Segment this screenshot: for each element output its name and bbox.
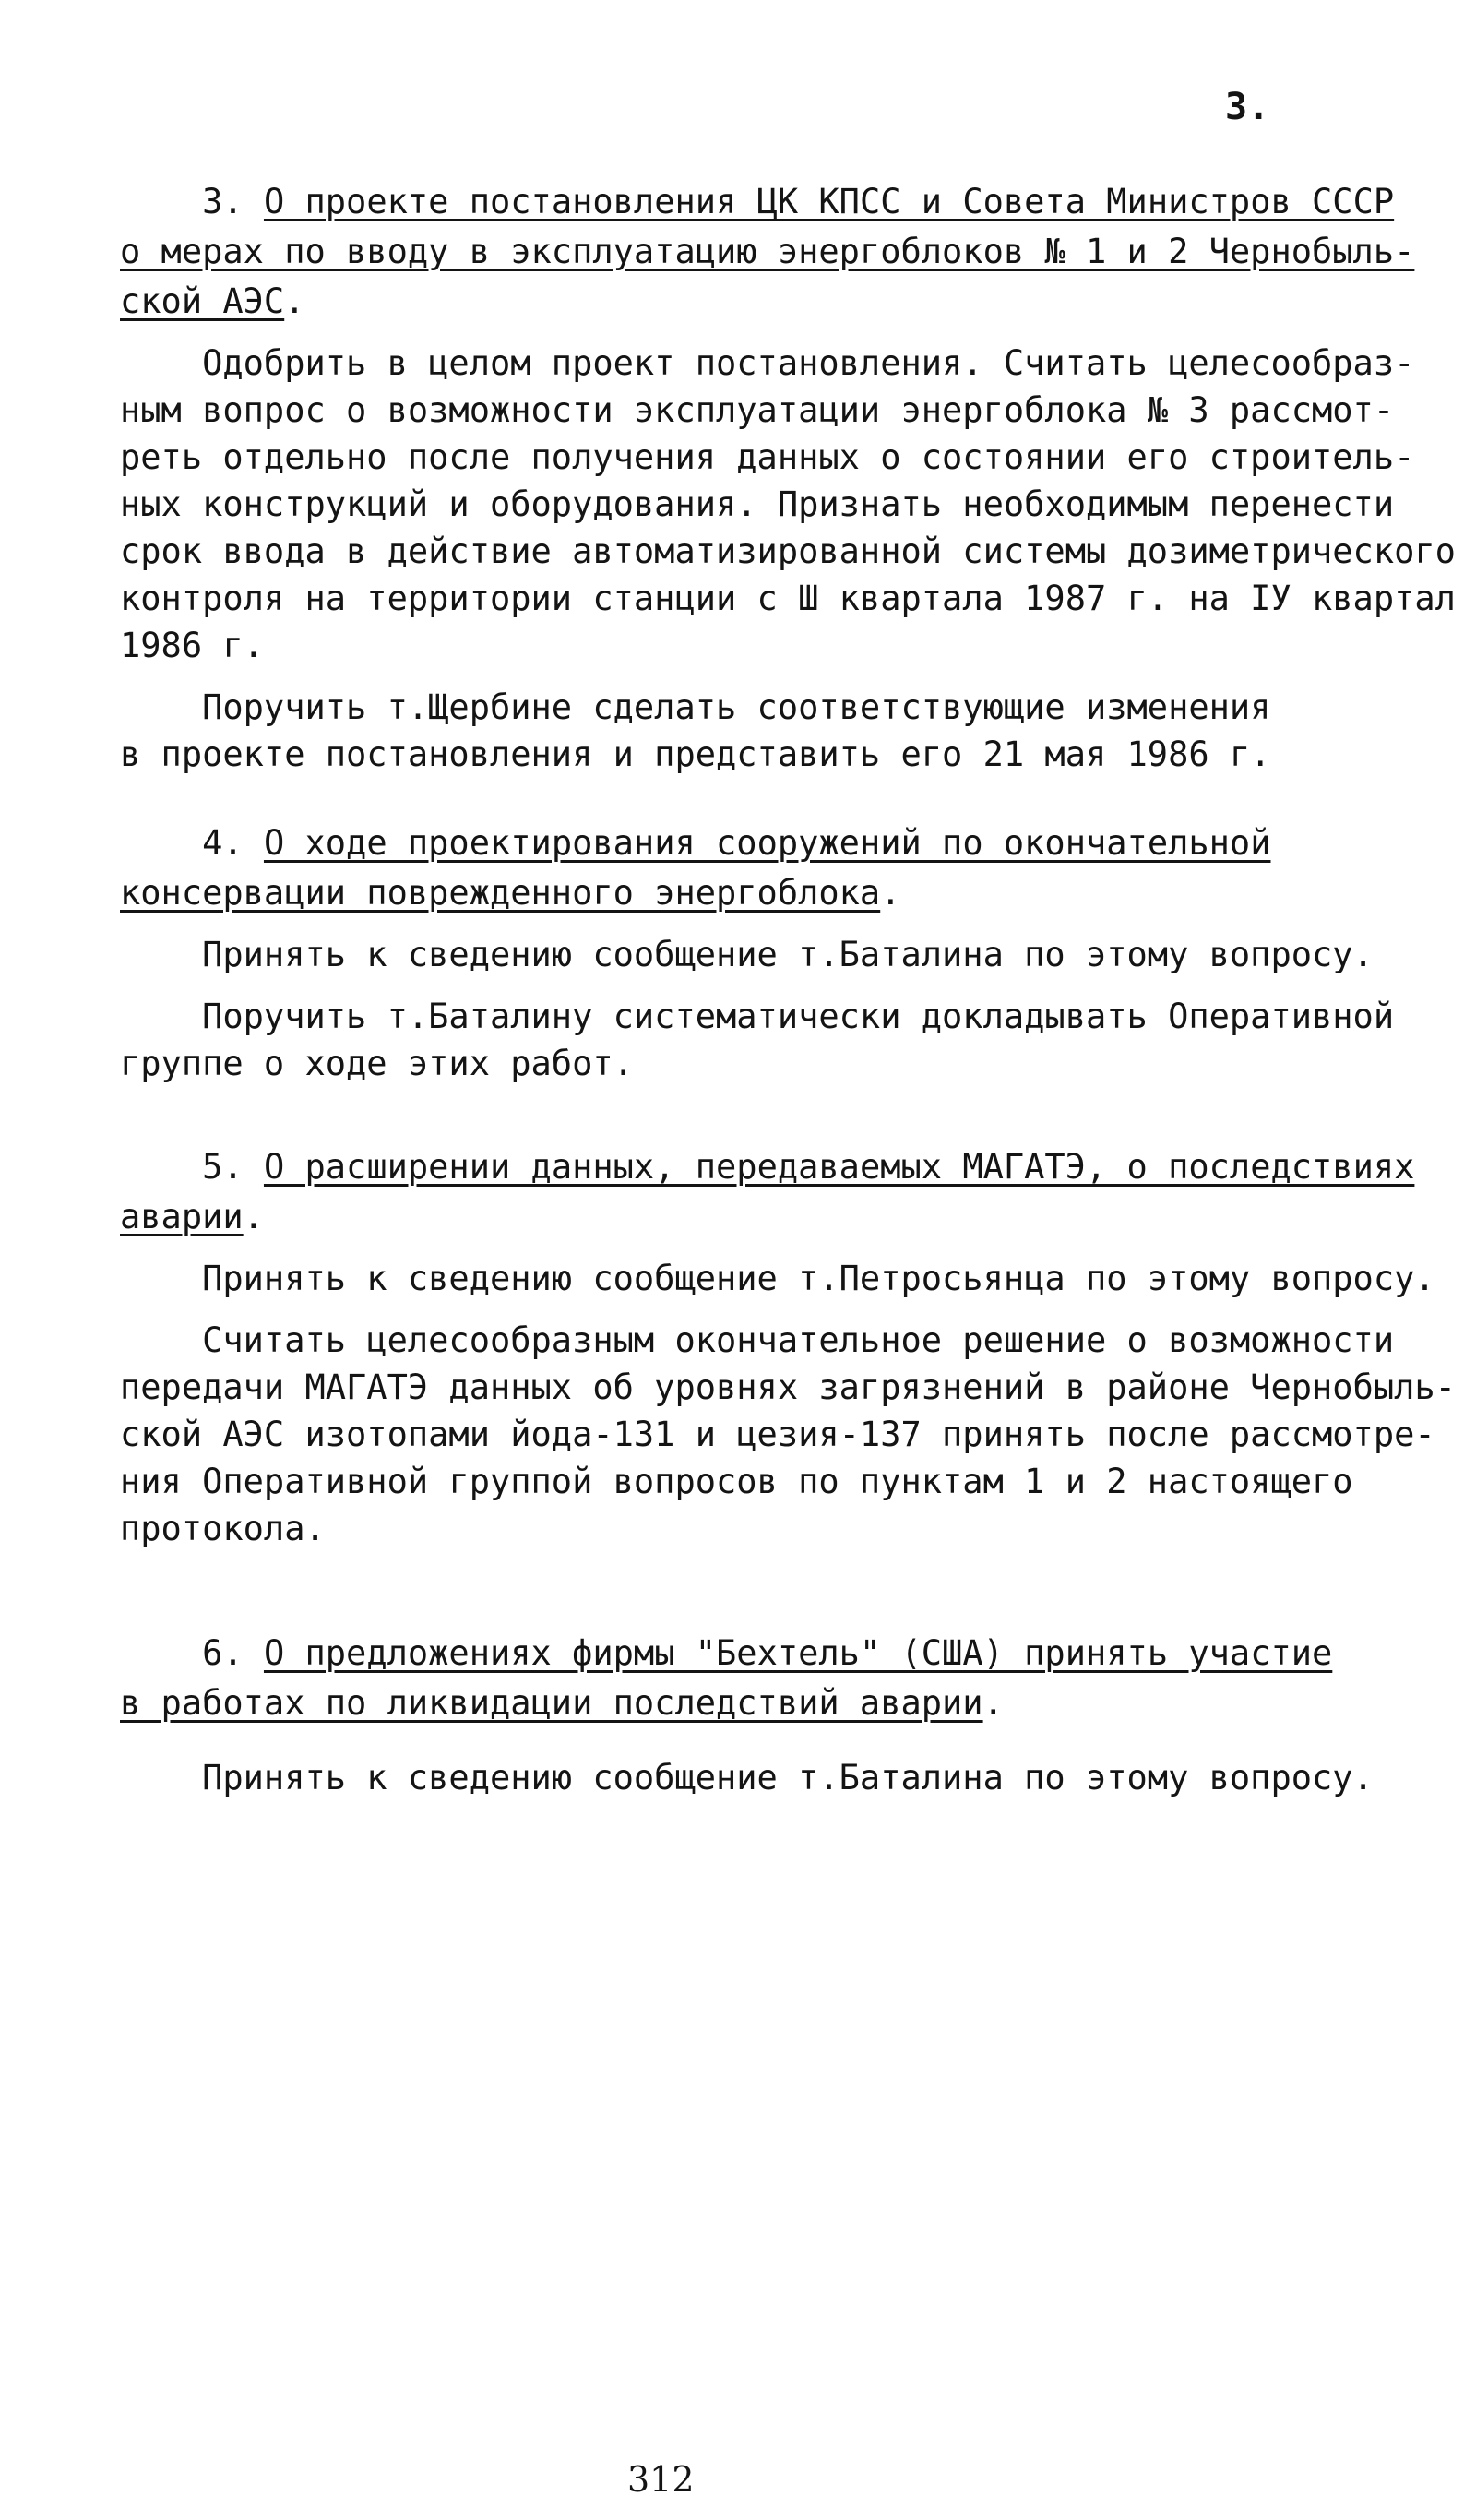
paragraph-line: Одобрить в целом проект постановления. Считать целесообраз- bbox=[120, 343, 1415, 383]
paragraph-line: Считать целесообразным окончательное решение о возможности bbox=[120, 1320, 1395, 1360]
section-heading bbox=[120, 1629, 1402, 1678]
section-number: 6. bbox=[202, 1633, 244, 1673]
paragraph bbox=[120, 340, 1456, 669]
paragraph-line: ской АЭС изотопами йода-131 и цезия-137 принять после рассмотре- bbox=[120, 1415, 1435, 1454]
paragraph-line: передачи МАГАТЭ данных об уровнях загрязнений в районе Чернобыль- bbox=[120, 1367, 1456, 1407]
title-period: . bbox=[284, 281, 305, 321]
paragraph bbox=[120, 1317, 1456, 1552]
paragraph-line: 1986 г. bbox=[120, 626, 264, 665]
paragraph-line: ным вопрос о возможности эксплуатации энергоблока № 3 рассмот- bbox=[120, 390, 1395, 430]
paragraph-line: Принять к сведению сообщение т.Баталина по этому вопросу. bbox=[120, 1758, 1374, 1797]
paragraph bbox=[120, 993, 1402, 1087]
section-title-line: О расширении данных, передаваемых МАГАТЭ, о последствиях bbox=[263, 1147, 1415, 1187]
section-4 bbox=[120, 818, 1402, 1087]
section-number: 3. bbox=[202, 182, 244, 221]
paragraph-line: ных конструкций и оборудования. Признать необходимым перенести bbox=[120, 484, 1395, 524]
section-title-line: о мерах по вводу в эксплуатацию энергоблоков № 1 и 2 Чернобыль- bbox=[120, 232, 1415, 271]
section-heading bbox=[120, 177, 1402, 227]
paragraph bbox=[120, 1754, 1402, 1801]
section-3 bbox=[120, 177, 1456, 778]
section-number: 4. bbox=[202, 823, 244, 863]
paragraph-line: протокола. bbox=[120, 1509, 326, 1548]
section-heading bbox=[120, 818, 1402, 868]
section-title-line: О предложениях фирмы "Бехтель" (США) принять участие bbox=[263, 1633, 1333, 1673]
paragraph bbox=[120, 684, 1402, 778]
section-title-line: в работах по ликвидации последствий аварии bbox=[120, 1683, 983, 1723]
page-number: 312 bbox=[627, 2459, 695, 2500]
paragraph-line: реть отдельно после получения данных о состоянии его строитель- bbox=[120, 437, 1415, 477]
paragraph-line: ния Оперативной группой вопросов по пунктам 1 и 2 настоящего bbox=[120, 1462, 1353, 1501]
title-period: . bbox=[880, 873, 901, 913]
paragraph-line: контроля на территории станции с Ш квартала 1987 г. на IУ квартал bbox=[120, 579, 1456, 618]
section-title-line: ской АЭС bbox=[120, 281, 285, 321]
paragraph bbox=[120, 1255, 1435, 1302]
paragraph-line: Принять к сведению сообщение т.Петросьянца по этому вопросу. bbox=[120, 1259, 1435, 1298]
section-number: 5. bbox=[202, 1147, 244, 1187]
section-title-line: О ходе проектирования сооружений по окончательной bbox=[263, 823, 1271, 863]
paragraph-line: в проекте постановления и представить его 21 мая 1986 г. bbox=[120, 735, 1271, 774]
paragraph-line: Поручить т.Баталину систематически докладывать Оперативной bbox=[120, 997, 1395, 1036]
paragraph-line: группе о ходе этих работ. bbox=[120, 1044, 634, 1083]
page-marker: 3. bbox=[1225, 86, 1270, 128]
section-heading bbox=[120, 1142, 1415, 1192]
paragraph bbox=[120, 931, 1402, 978]
section-title-line: О проекте постановления ЦК КПСС и Совета Министров СССР bbox=[263, 182, 1395, 221]
paragraph-line: Поручить т.Щербине сделать соответствующие изменения bbox=[120, 687, 1271, 727]
section-title-line: консервации поврежденного энергоблока bbox=[120, 873, 881, 913]
paragraph-line: Принять к сведению сообщение т.Баталина по этому вопросу. bbox=[120, 935, 1374, 974]
paragraph-line: срок ввода в действие автоматизированной системы дозиметрического bbox=[120, 531, 1456, 571]
section-5 bbox=[120, 1142, 1456, 1552]
title-period: . bbox=[982, 1683, 1004, 1723]
section-title-line: аварии bbox=[120, 1197, 244, 1236]
title-period: . bbox=[243, 1197, 264, 1236]
section-6 bbox=[120, 1629, 1402, 1801]
